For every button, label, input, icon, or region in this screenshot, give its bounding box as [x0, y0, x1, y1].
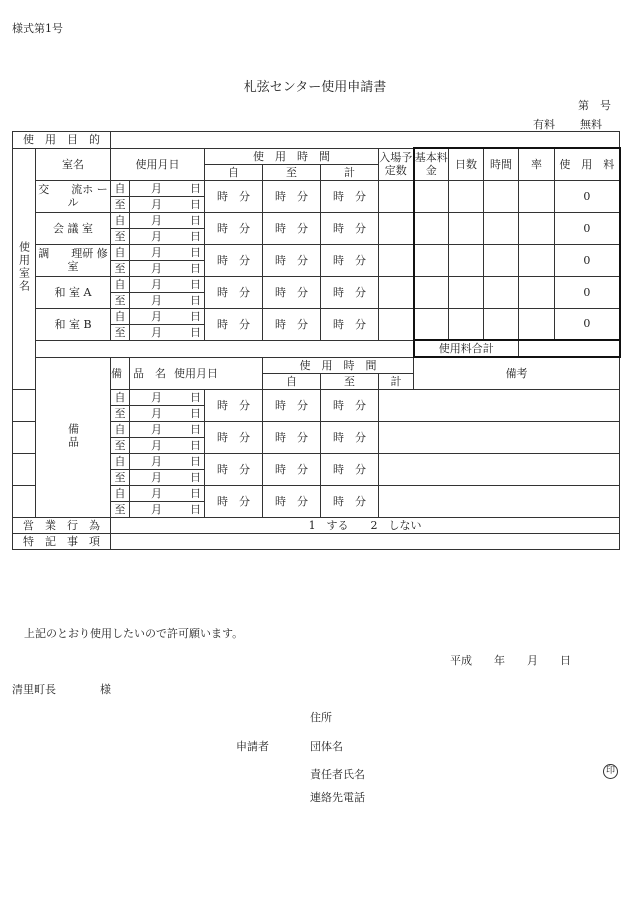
date-to-label: [111, 437, 130, 453]
request-statement: 上記のとおり使用したいので許可願います。: [24, 627, 244, 640]
room-fee-value: [555, 244, 620, 276]
header-from-text: 自: [228, 165, 239, 179]
notes-input[interactable]: [111, 533, 620, 549]
date-from-label-text: 自: [114, 245, 126, 259]
header-total-text: 計: [390, 374, 402, 388]
application-date-field[interactable]: 平成 年 月 日: [450, 654, 571, 667]
fee-total-label: [414, 340, 519, 357]
days-field[interactable]: [449, 212, 484, 244]
header-date: [111, 148, 205, 180]
date-from-label: [111, 180, 130, 196]
room-fee-value-text: 0: [583, 189, 591, 203]
form-number: 様式第1号: [12, 22, 63, 35]
header-remarks-text: 備考: [505, 366, 528, 380]
time-to-field-text: 時 分: [275, 253, 308, 267]
month-label: 月: [151, 293, 162, 307]
time-total-field-text: 時 分: [333, 317, 366, 331]
header-to: [321, 373, 379, 389]
date-from-label-text: 自: [114, 309, 126, 323]
header-equipment-time-text: 使 用 時 間: [299, 358, 377, 372]
date-from-field[interactable]: [130, 453, 205, 469]
header-from: [205, 164, 263, 180]
time-total-field[interactable]: [321, 180, 379, 212]
room-name: [36, 244, 111, 276]
attendance-field[interactable]: [379, 180, 414, 212]
date-to-label-text: 至: [114, 261, 126, 275]
month-label: 月: [151, 309, 162, 323]
header-hours: [484, 148, 519, 180]
date-from-label-text: 自: [114, 213, 126, 227]
days-field[interactable]: [449, 180, 484, 212]
time-to-field-text: 時 分: [275, 317, 308, 331]
base-fee-field[interactable]: [414, 180, 449, 212]
header-days-text: 日数: [455, 157, 477, 171]
date-from-label: [111, 212, 130, 228]
header-fee: [555, 148, 620, 180]
room-fee-value: [555, 276, 620, 308]
time-from-field[interactable]: [205, 485, 263, 517]
day-label: 日: [190, 390, 201, 404]
equipment-header-row: [13, 357, 620, 373]
room-name-text: 交 流ホ ー ル: [38, 183, 108, 209]
month-label: 月: [151, 502, 162, 516]
time-total-field-text: 時 分: [333, 189, 366, 203]
remarks-field[interactable]: [379, 453, 620, 485]
time-from-field-text: 時 分: [217, 221, 250, 235]
time-from-field[interactable]: [205, 276, 263, 308]
room-name: [36, 180, 111, 212]
business-label-text: 営 業 行 為: [23, 518, 100, 532]
date-from-label: [111, 276, 130, 292]
organization-field-label: 団体名: [310, 740, 343, 753]
date-to-field[interactable]: [130, 292, 205, 308]
date-from-field[interactable]: [130, 212, 205, 228]
days-field[interactable]: [449, 244, 484, 276]
rooms-side-label: [13, 148, 36, 389]
header-remarks: [414, 357, 620, 389]
time-to-field[interactable]: [263, 212, 321, 244]
time-total-field-text: 時 分: [333, 462, 366, 476]
time-to-field-text: 時 分: [275, 398, 308, 412]
date-to-field[interactable]: [130, 260, 205, 276]
date-from-label-text: 自: [114, 277, 126, 291]
time-to-field[interactable]: [263, 276, 321, 308]
address-field-label: 住所: [310, 711, 332, 724]
header-attendance: [379, 148, 414, 180]
day-label: 日: [190, 197, 201, 211]
time-to-field-text: 時 分: [275, 462, 308, 476]
time-from-field-text: 時 分: [217, 494, 250, 508]
date-to-field[interactable]: [130, 469, 205, 485]
time-from-field-text: 時 分: [217, 253, 250, 267]
header-rate: [519, 148, 555, 180]
time-to-field[interactable]: [263, 485, 321, 517]
applicant-label: 申請者: [236, 740, 269, 753]
date-to-label: [111, 501, 130, 517]
date-from-field[interactable]: [130, 308, 205, 324]
time-to-field[interactable]: [263, 244, 321, 276]
day-label: 日: [190, 181, 201, 195]
rate-field[interactable]: [519, 308, 555, 340]
date-to-label: [111, 260, 130, 276]
date-to-field[interactable]: [130, 196, 205, 212]
attendance-field[interactable]: [379, 212, 414, 244]
notes-label-text: 特 記 事 項: [23, 534, 100, 548]
room-fee-value-text: 0: [583, 221, 591, 235]
header-to-text: 至: [344, 374, 355, 388]
date-from-label: [111, 389, 130, 405]
time-from-field[interactable]: [205, 308, 263, 340]
header-base-fee-text: 基本料金: [414, 151, 448, 178]
header-room: [36, 148, 111, 180]
day-label: 日: [190, 309, 201, 323]
room-fee-value-text: 0: [583, 317, 591, 331]
date-to-label: [111, 228, 130, 244]
month-label: 月: [151, 229, 162, 243]
equipment-side-label: [36, 357, 111, 517]
equipment-side-label-text: 備品: [66, 422, 80, 449]
attendance-field[interactable]: [379, 244, 414, 276]
purpose-row: [13, 132, 620, 149]
time-to-field[interactable]: [263, 421, 321, 453]
day-label: 日: [190, 502, 201, 516]
fee-total-spacer: [519, 340, 620, 357]
rooms-header-row: [13, 148, 620, 164]
day-label: 日: [190, 486, 201, 500]
time-from-field-text: 時 分: [217, 462, 250, 476]
month-label: 月: [151, 277, 162, 291]
month-label: 月: [151, 486, 162, 500]
time-to-field-text: 時 分: [275, 430, 308, 444]
rooms-side-label-text: 使用室名: [17, 241, 31, 293]
days-field[interactable]: [449, 276, 484, 308]
day-label: 日: [190, 261, 201, 275]
hours-field[interactable]: [484, 180, 519, 212]
time-total-field[interactable]: [321, 212, 379, 244]
time-from-field[interactable]: [205, 389, 263, 421]
room-fee-value-text: 0: [583, 285, 591, 299]
month-label: 月: [151, 438, 162, 452]
time-from-field[interactable]: [205, 180, 263, 212]
time-to-field[interactable]: [263, 180, 321, 212]
time-to-field-text: 時 分: [275, 285, 308, 299]
total-spacer: [36, 340, 414, 357]
room-name: [36, 276, 111, 308]
business-label: [13, 517, 111, 533]
fee-total-row: [13, 340, 620, 357]
seal-icon: 印: [603, 764, 618, 779]
month-label: 月: [151, 261, 162, 275]
day-label: 日: [190, 293, 201, 307]
room-fee-value: [555, 212, 620, 244]
date-from-field[interactable]: [130, 276, 205, 292]
remarks-field[interactable]: [379, 485, 620, 517]
day-label: 日: [190, 325, 201, 339]
date-from-label: [111, 421, 130, 437]
time-total-field[interactable]: [321, 453, 379, 485]
time-total-field[interactable]: [321, 244, 379, 276]
header-total-text: 計: [344, 165, 355, 179]
date-to-label-text: 至: [114, 293, 126, 307]
purpose-input[interactable]: [111, 132, 620, 149]
form-table-body: [13, 132, 620, 550]
date-from-field[interactable]: [130, 180, 205, 196]
room-row: [13, 244, 620, 260]
header-to-text: 至: [286, 165, 297, 179]
date-to-field[interactable]: [130, 228, 205, 244]
room-name: [36, 308, 111, 340]
header-base-fee: [414, 148, 449, 180]
date-from-label-text: 自: [114, 454, 126, 468]
application-form-table: [12, 131, 621, 550]
day-label: 日: [190, 422, 201, 436]
date-from-field[interactable]: [130, 389, 205, 405]
room-name-text: 和 室 B: [54, 317, 92, 331]
equipment-name-field[interactable]: [13, 421, 36, 453]
date-from-field[interactable]: [130, 244, 205, 260]
month-label: 月: [151, 454, 162, 468]
header-rate-text: 率: [531, 157, 542, 171]
header-days: [449, 148, 484, 180]
time-to-field[interactable]: [263, 308, 321, 340]
header-to: [263, 164, 321, 180]
date-to-label-text: 至: [114, 197, 126, 211]
date-to-label: [111, 405, 130, 421]
purpose-label: [13, 132, 111, 149]
date-to-label: [111, 292, 130, 308]
time-to-field-text: 時 分: [275, 221, 308, 235]
date-to-label-text: 至: [114, 229, 126, 243]
header-equipment-name-text: 備 品 名: [111, 366, 166, 380]
date-to-label-text: 至: [114, 502, 126, 516]
date-from-label: [111, 453, 130, 469]
header-time-text: 使 用 時 間: [253, 149, 330, 163]
room-name: [36, 212, 111, 244]
header-fee-text: 使 用 料: [559, 157, 615, 171]
time-from-field-text: 時 分: [217, 317, 250, 331]
time-from-field-text: 時 分: [217, 430, 250, 444]
rate-field[interactable]: [519, 276, 555, 308]
business-row: [13, 517, 620, 533]
remarks-field[interactable]: [379, 421, 620, 453]
time-to-field-text: 時 分: [275, 494, 308, 508]
time-from-field[interactable]: [205, 244, 263, 276]
date-to-label: [111, 469, 130, 485]
base-fee-field[interactable]: [414, 244, 449, 276]
room-row: [13, 180, 620, 196]
header-total: [321, 164, 379, 180]
time-from-field-text: 時 分: [217, 398, 250, 412]
date-from-label: [111, 485, 130, 501]
time-total-field[interactable]: [321, 389, 379, 421]
business-options[interactable]: [111, 517, 620, 533]
rate-field[interactable]: [519, 244, 555, 276]
date-from-field[interactable]: [130, 485, 205, 501]
time-total-field-text: 時 分: [333, 494, 366, 508]
room-name-text: 会 議 室: [53, 221, 93, 235]
representative-field-label: 責任者氏名: [310, 768, 365, 781]
hours-field[interactable]: [484, 308, 519, 340]
addressee: 清里町長 様: [12, 683, 111, 696]
hours-field[interactable]: [484, 244, 519, 276]
equipment-name-field[interactable]: [13, 485, 36, 517]
header-equipment-date-text: 使用月日: [174, 366, 218, 380]
time-from-field[interactable]: [205, 453, 263, 485]
equipment-name-field[interactable]: [13, 453, 36, 485]
header-attendance-text: 入場予定数: [379, 151, 413, 177]
time-from-field-text: 時 分: [217, 189, 250, 203]
time-total-field[interactable]: [321, 421, 379, 453]
date-to-field[interactable]: [130, 437, 205, 453]
base-fee-field[interactable]: [414, 308, 449, 340]
days-field[interactable]: [449, 308, 484, 340]
month-label: 月: [151, 406, 162, 420]
rate-field[interactable]: [519, 212, 555, 244]
month-label: 月: [151, 325, 162, 339]
room-name-text: 調 理研 修 室: [38, 247, 108, 273]
time-total-field[interactable]: [321, 276, 379, 308]
rate-field[interactable]: [519, 180, 555, 212]
month-label: 月: [151, 422, 162, 436]
room-fee-value: [555, 180, 620, 212]
header-room-text: 室名: [62, 157, 84, 171]
time-total-field-text: 時 分: [333, 430, 366, 444]
time-from-field-text: 時 分: [217, 285, 250, 299]
time-total-field[interactable]: [321, 308, 379, 340]
time-total-field[interactable]: [321, 485, 379, 517]
room-row: [13, 212, 620, 228]
fee-paid-option[interactable]: 有料: [533, 118, 555, 131]
month-label: 月: [151, 213, 162, 227]
header-from: [263, 373, 321, 389]
header-equipment-time: [263, 357, 414, 373]
header-equipment-name: [111, 357, 166, 389]
date-from-label-text: 自: [114, 390, 126, 404]
time-to-field-text: 時 分: [275, 189, 308, 203]
header-from-text: 自: [286, 374, 297, 388]
date-to-label-text: 至: [114, 325, 126, 339]
date-from-label-text: 自: [114, 422, 126, 436]
day-label: 日: [190, 470, 201, 484]
remarks-field[interactable]: [379, 389, 620, 421]
date-to-field[interactable]: [130, 501, 205, 517]
room-name-text: 和 室 A: [54, 285, 92, 299]
day-label: 日: [190, 406, 201, 420]
base-fee-field[interactable]: [414, 276, 449, 308]
fee-total-label-text: 使用料合計: [438, 342, 494, 355]
room-row: [13, 308, 620, 324]
notes-label: [13, 533, 111, 549]
header-time: [205, 148, 379, 164]
time-from-field[interactable]: [205, 212, 263, 244]
month-label: 月: [151, 181, 162, 195]
base-fee-field[interactable]: [414, 212, 449, 244]
header-total: [379, 373, 414, 389]
attendance-field[interactable]: [379, 276, 414, 308]
date-from-label-text: 自: [114, 486, 126, 500]
time-total-field-text: 時 分: [333, 253, 366, 267]
document-number-label: 第 号: [578, 99, 611, 112]
page-title: 札弦センター使用申請書: [243, 80, 387, 95]
room-fee-value: [555, 308, 620, 340]
date-from-label: [111, 308, 130, 324]
hours-field[interactable]: [484, 276, 519, 308]
time-to-field[interactable]: [263, 453, 321, 485]
date-to-label-text: 至: [114, 406, 126, 420]
business-options-text: 1 する 2 しない: [308, 518, 422, 532]
header-date-text: 使用月日: [135, 157, 180, 171]
time-to-field[interactable]: [263, 389, 321, 421]
date-from-label-text: 自: [114, 181, 126, 195]
room-fee-value-text: 0: [583, 253, 591, 267]
date-to-label: [111, 324, 130, 340]
header-hours-text: 時間: [490, 157, 512, 171]
date-from-label: [111, 244, 130, 260]
notes-row: [13, 533, 620, 549]
day-label: 日: [190, 454, 201, 468]
time-total-field-text: 時 分: [333, 285, 366, 299]
date-to-label-text: 至: [114, 438, 126, 452]
date-to-label: [111, 196, 130, 212]
day-label: 日: [190, 229, 201, 243]
month-label: 月: [151, 245, 162, 259]
month-label: 月: [151, 390, 162, 404]
attendance-field[interactable]: [379, 308, 414, 340]
month-label: 月: [151, 470, 162, 484]
fee-free-option[interactable]: 無料: [580, 118, 602, 131]
day-label: 日: [190, 438, 201, 452]
time-total-field-text: 時 分: [333, 398, 366, 412]
room-row: [13, 276, 620, 292]
day-label: 日: [190, 277, 201, 291]
month-label: 月: [151, 197, 162, 211]
hours-field[interactable]: [484, 212, 519, 244]
phone-field-label: 連絡先電話: [310, 791, 365, 804]
time-from-field[interactable]: [205, 421, 263, 453]
date-to-field[interactable]: [130, 405, 205, 421]
time-total-field-text: 時 分: [333, 221, 366, 235]
day-label: 日: [190, 213, 201, 227]
equipment-name-field[interactable]: [13, 389, 36, 421]
date-from-field[interactable]: [130, 421, 205, 437]
date-to-field[interactable]: [130, 324, 205, 340]
purpose-label-text: 使 用 目 的: [23, 133, 100, 147]
date-to-label-text: 至: [114, 470, 126, 484]
day-label: 日: [190, 245, 201, 259]
